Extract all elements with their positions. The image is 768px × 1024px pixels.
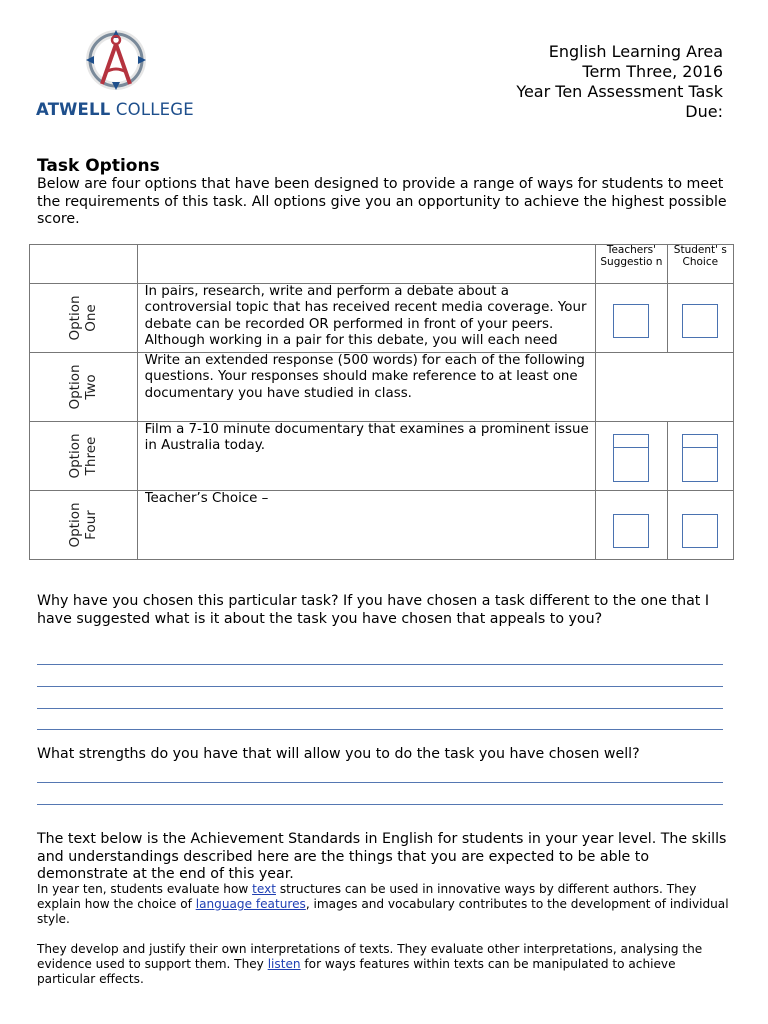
student-choice-checkbox[interactable] [682,434,718,482]
text-link[interactable]: text [252,882,276,896]
option-label: Option Four [30,491,138,560]
option-label: Option One [30,284,138,353]
compass-crest-icon [76,26,156,98]
student-choice-cell [667,422,733,491]
option-description: Film a 7-10 minute documentary that examines a prominent issue in Australia today. [137,422,596,491]
answer-line[interactable] [37,708,723,709]
options-table [29,244,734,560]
choice-cell-empty [596,353,734,422]
teacher-suggestion-checkbox[interactable] [613,304,649,338]
option-description: Write an extended response (500 words) for each of the following questions. Your responses should make reference to at least one documentary you have studied in class. [137,353,596,422]
answer-line[interactable] [37,729,723,730]
answer-line[interactable] [37,686,723,687]
achievement-paragraph-2: They develop and justify their own interpretations of texts. They evaluate other interpretations, analysing the evidence used to support them. They listen for ways features within texts can be manipulated to achieve particular effects. [37,942,703,986]
student-choice-cell [667,491,733,560]
teacher-suggestion-cell [596,491,667,560]
teacher-suggestion-checkbox[interactable] [613,514,649,548]
table-row [30,353,734,422]
teacher-suggestion-cell [596,284,667,353]
intro-paragraph: Below are four options that have been designed to provide a range of ways for students to meet the requirements of this task. All options give you an opportunity to achieve the highest possible score. [37,176,727,227]
teacher-suggestion-cell [596,422,667,491]
answer-line[interactable] [37,804,723,805]
achievement-intro: The text below is the Achievement Standards in English for students in your year level. The skills and understandings described here are the things that you are expected to be able to demonstrate at the end of this year. [37,831,727,882]
term: Term Three, 2016 [582,62,723,81]
learning-area: English Learning Area [548,42,723,61]
question-why-task: Why have you chosen this particular task? If you have chosen a task different to the one that I have suggested what is it about the task you have chosen that appeals to you? [37,593,710,627]
table-row [30,284,734,353]
student-choice-checkbox[interactable] [682,304,718,338]
header-block [516,42,723,122]
option-description: In pairs, research, write and perform a debate about a controversial topic that has received recent media coverage. Your debate can be recorded OR performed in front of your peers. Although working in a pair for this debate, you will each need [137,284,596,353]
table-row [30,491,734,560]
option-description: Teacher’s Choice – [137,491,596,560]
student-choice-cell [667,284,733,353]
table-header-row [30,245,734,284]
table-row [30,422,734,491]
option-label: Option Two [30,353,138,422]
teacher-suggestion-checkbox[interactable] [613,434,649,482]
student-choice-checkbox[interactable] [682,514,718,548]
teacher-suggestion-header: Teachers' Suggestio n [596,245,667,284]
listen-link[interactable]: listen [267,957,301,971]
question-strengths: What strengths do you have that will allow you to do the task you have chosen well? [37,746,640,762]
answer-line[interactable] [37,782,723,783]
achievement-paragraph-1: In year ten, students evaluate how text structures can be used in innovative ways by different authors. They explain how the choice of language features, images and vocabulary contributes to the development of individual style. [37,882,729,926]
section-title: Task Options [37,156,160,176]
language-features-link[interactable]: language features [195,897,306,911]
answer-line[interactable] [37,664,723,665]
header-empty-cell [137,245,596,284]
student-choice-header: Student' s Choice [667,245,733,284]
due-label: Due: [685,102,723,121]
assessment-title: Year Ten Assessment Task [516,82,723,101]
college-name: ATWELL COLLEGE [36,100,194,119]
college-logo [36,26,196,126]
option-label: Option Three [30,422,138,491]
header-empty-cell [30,245,138,284]
